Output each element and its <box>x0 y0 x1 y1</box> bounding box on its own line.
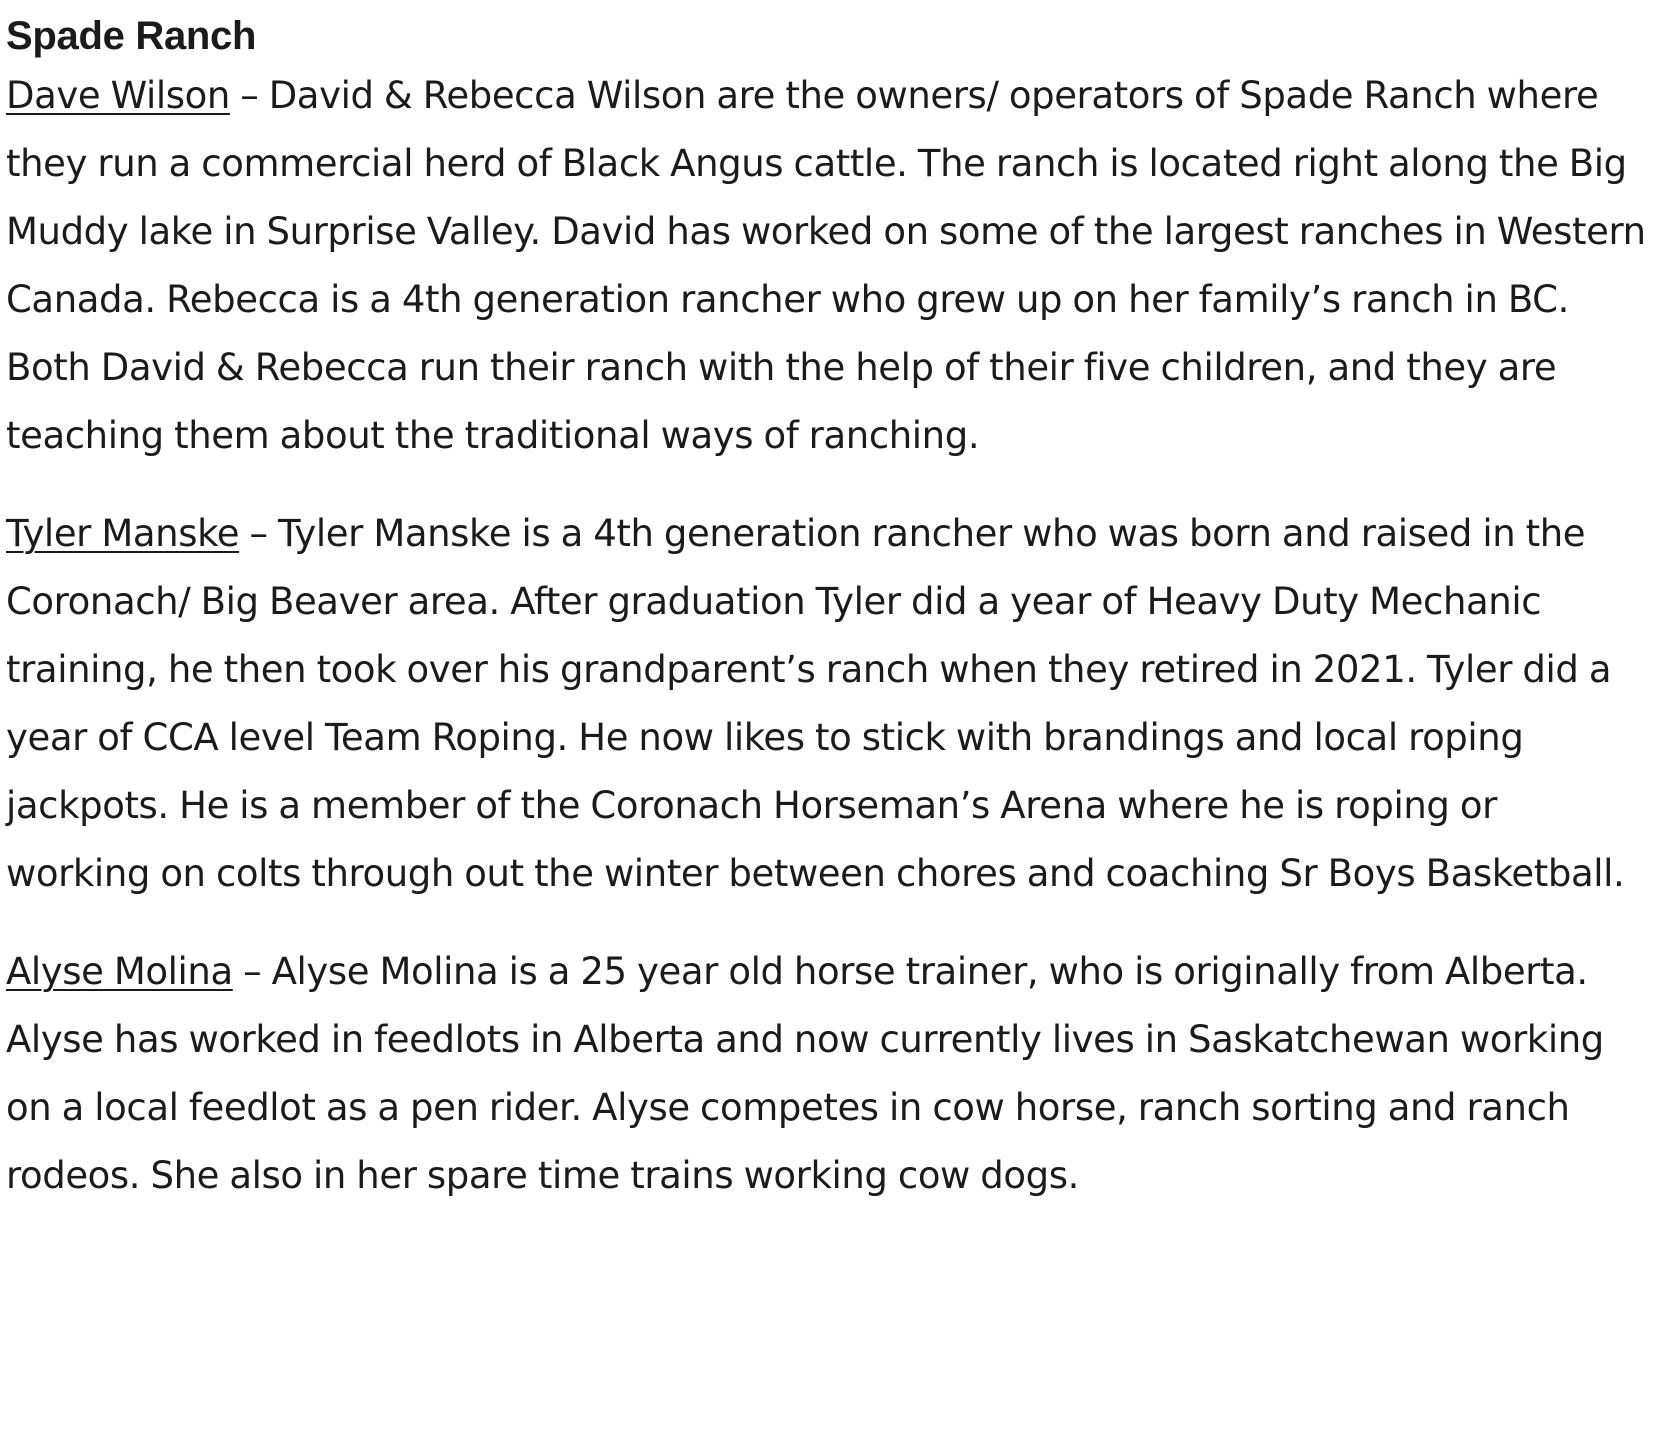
document <box>6 10 1646 1240</box>
separator: – <box>239 512 278 555</box>
person-name-link[interactable]: Alyse Molina <box>6 950 233 993</box>
bio-text: David & Rebecca Wilson are the owners/ operators of Spade Ranch where they run a commercial herd of Black Angus cattle. The ranch is located right along the Big Muddy lake in Surprise Valley. David has worked on some of the largest ranches in Western Canada. Rebecca is a 4th generation rancher who grew up on her family’s ranch in BC. Both David & Rebecca run their ranch with the help of their five children, and they are teaching them about the traditional ways of ranching. <box>6 74 1646 457</box>
bio-entry <box>6 62 1646 470</box>
separator: – <box>229 74 269 117</box>
bio-entry <box>6 938 1646 1210</box>
separator: – <box>232 950 272 993</box>
person-name-link[interactable]: Tyler Manske <box>6 512 240 555</box>
person-name-link[interactable]: Dave Wilson <box>6 74 230 117</box>
bio-text: Tyler Manske is a 4th generation rancher who was born and raised in the Coronach/ Big Beaver area. After graduation Tyler did a year of Heavy Duty Mechanic training, he then took over his grandparent’s ranch when they retired in 2021. Tyler did a year of CCA level Team Roping. He now likes to stick with brandings and local roping jackpots. He is a member of the Coronach Horseman’s Arena where he is roping or working on colts through out the winter between chores and coaching Sr Boys Basketball. <box>6 512 1625 895</box>
page-title: Spade Ranch <box>6 14 257 58</box>
bio-text: Alyse Molina is a 25 year old horse trainer, who is originally from Alberta. Alyse has worked in feedlots in Alberta and now currently lives in Saskatchewan working on a local feedlot as a pen rider. Alyse competes in cow horse, ranch sorting and ranch rodeos. She also in her spare time trains working cow dogs. <box>6 950 1604 1197</box>
bio-entry <box>6 500 1646 908</box>
